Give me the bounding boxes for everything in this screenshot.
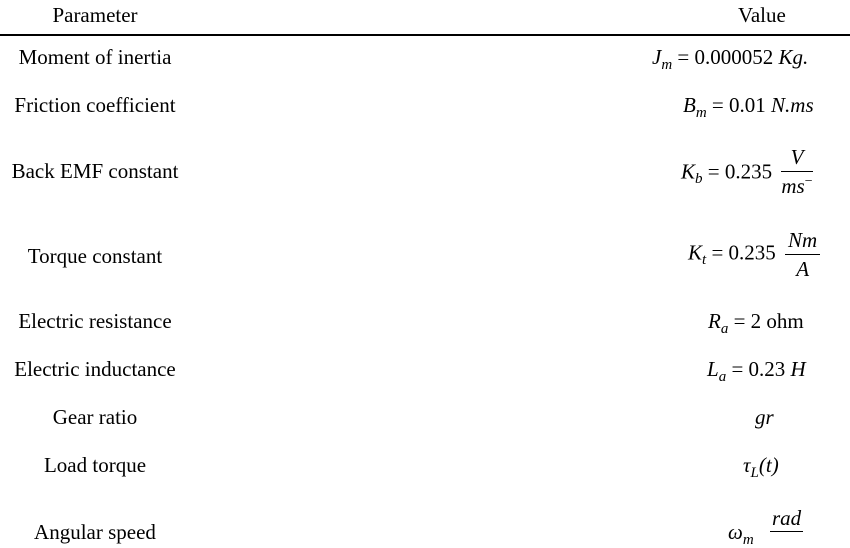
parameter-value: $K_b = 0.235$ $\frac{V}{ms^-}$: [681, 145, 813, 202]
parameter-value: $\tau_L(t)$: [743, 453, 779, 481]
unit-fraction-numerator: rad: [772, 506, 802, 530]
parameter-name: Electric inductance: [14, 357, 176, 381]
unit-fraction: $\frac{V}{ms^-}$: [781, 145, 813, 198]
unit-fraction: $\frac{Nm}{A}$: [785, 228, 820, 281]
parameter-name: Back EMF constant: [11, 159, 179, 183]
parameter-value: $B_m = 0.01$ N.ms: [683, 93, 814, 121]
parameter-value: $R_a = 2$ ohm: [708, 309, 804, 337]
parameter-name: Friction coefficient: [14, 93, 176, 117]
header-rule: [0, 34, 850, 36]
parameter-name: Load torque: [43, 453, 147, 477]
parameter-value: $K_t = 0.235$ $\frac{Nm}{A}$: [688, 228, 820, 281]
parameter-name: Torque constant: [27, 244, 163, 268]
parameter-column-header: Parameter: [52, 3, 138, 27]
parameter-value: gr: [755, 405, 774, 429]
parameter-name: Angular speed: [34, 520, 156, 544]
value-column-header: Value: [738, 3, 786, 27]
parameter-name: Gear ratio: [52, 405, 138, 429]
parameter-name: Moment of inertia: [18, 45, 172, 69]
parameter-value: $L_a = 0.23$ H: [707, 357, 806, 385]
parameter-value: $J_m = 0.000052$ Kg.: [652, 45, 809, 73]
parameter-value: $\omega_m$: [728, 520, 754, 548]
parameter-name: Electric resistance: [18, 309, 172, 333]
table-header: [0, 0, 850, 34]
